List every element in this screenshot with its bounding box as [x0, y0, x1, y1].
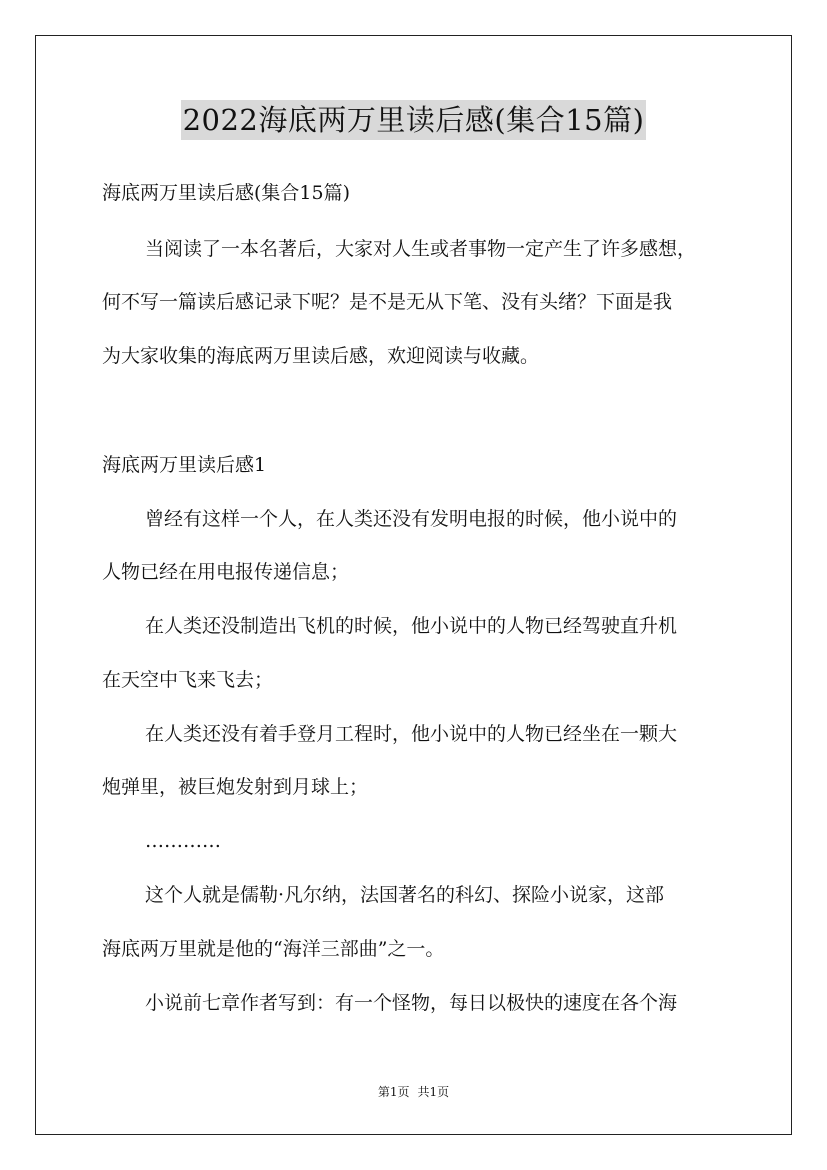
title-container: [0, 100, 827, 140]
ellipsis-line: …………: [145, 830, 221, 852]
paragraph-line: 人物已经在用电报传递信息；: [102, 561, 350, 583]
paragraph-line: 曾经有这样一个人，在人类还没有发明电报的时候，他小说中的: [145, 508, 678, 530]
paragraph-line: 这个人就是儒勒·凡尔纳，法国著名的科幻、探险小说家，这部: [145, 884, 665, 906]
paragraph-line: 海底两万里就是他的“海洋三部曲”之一。: [102, 938, 445, 960]
paragraph-line: 当阅读了一本名著后，大家对人生或者事物一定产生了许多感想，: [145, 238, 697, 260]
section-heading: 海底两万里读后感1: [102, 454, 267, 476]
page-total: 共1页: [417, 1085, 450, 1099]
document-title: 2022海底两万里读后感(集合15篇): [181, 100, 647, 140]
paragraph-line: 在天空中飞来飞去；: [102, 669, 274, 691]
paragraph-line: 炮弹里，被巨炮发射到月球上；: [102, 776, 369, 798]
paragraph-line: 在人类还没制造出飞机的时候，他小说中的人物已经驾驶直升机: [145, 615, 678, 637]
page-footer: [0, 1083, 827, 1100]
paragraph-line: 为大家收集的海底两万里读后感，欢迎阅读与收藏。: [102, 345, 540, 367]
subtitle-line: 海底两万里读后感(集合15篇): [102, 182, 351, 204]
paragraph-line: 何不写一篇读后感记录下呢？是不是无从下笔、没有头绪？下面是我: [102, 291, 673, 313]
page-number: 第1页: [377, 1085, 410, 1099]
paragraph-line: 小说前七章作者写到：有一个怪物，每日以极快的速度在各个海: [145, 992, 678, 1014]
paragraph-line: 在人类还没有着手登月工程时，他小说中的人物已经坐在一颗大: [145, 723, 678, 745]
